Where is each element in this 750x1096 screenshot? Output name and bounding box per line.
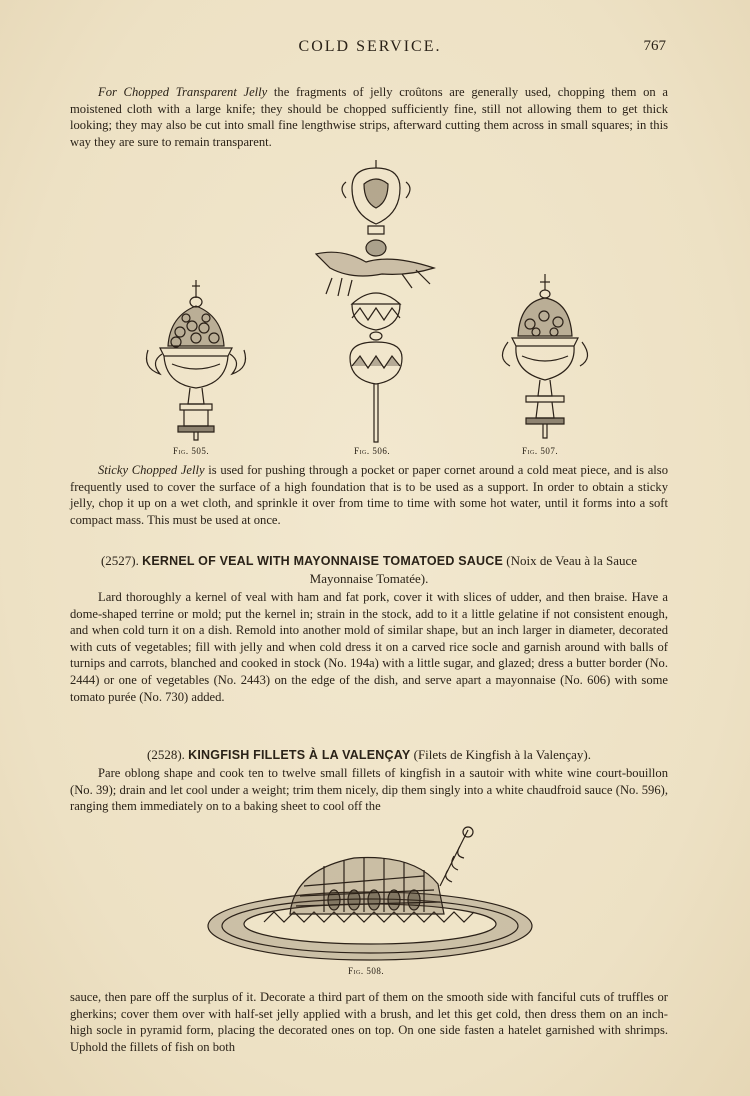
running-title: COLD SERVICE.: [298, 38, 442, 55]
paragraph-text: is used for pushing through a pocket or paper cornet around a cold meat piece, and is also frequently used to cover the surface of a high foundation that is to be used as a support. In order to obtain a sticky jelly, chop it up on a wet cloth, and sprinkle it over from time to time with some hot water, until it forms into a soft compact mass. This must be used at once.: [70, 463, 668, 527]
figure-505-vase: [140, 276, 252, 442]
caption-fig-508: Fig. 508.: [348, 966, 385, 976]
vase-illustration-507: [496, 272, 594, 442]
recipe-heading-2527: [70, 552, 668, 587]
figure-506-hatelet: [312, 158, 440, 446]
recipe-body-2527: Lard thoroughly a kernel of veal with ham and fat pork, cover it with slices of udder, and then braise. Have a dome-shaped terrine or mold; put the kernel in; strain in the stock, add to it a little gelatine if not consistent enough, and when cold turn it on a dish. Remold into another mold of similar shape, but an inch larger in diameter, decorated with cuts of vegetables; fill with jelly and when cold dress it on a carved rice socle and garnish around with balls of turnips and carrots, blanched and cooked in stock (No. 194a) with a little sugar, and glazed; dress a butter border (No. 2444) or one of vegetables (No. 2443) on the edge of the dish, and serve apart a mayonnaise (No. 606) with some tomato purée (No. 730) added.: [70, 590, 668, 704]
hatelet-illustration-506: [312, 158, 440, 446]
recipe-subtitle: (Noix de Veau à la Sauce Mayonnaise Tomatée).: [309, 553, 638, 586]
paragraph-text: the fragments of jelly croûtons are generally used, chopping them on a moistened cloth with a large knife; they should be chopped sufficiently fine, still not allowing them to get thick looking; they may also be cut into small fine lengthwise strips, afterward cutting them across in small squares; in this way they are sure to remain transparent.: [70, 85, 668, 149]
caption-fig-505: Fig. 505.: [173, 446, 210, 456]
paragraph-continuation: sauce, then pare off the surplus of it. Decorate a third part of them on the smooth side with fanciful cuts of truffles or gherkins; cover them over with half-set jelly applied with a brush, and let this get cold, then dress them on an inch-high socle in pyramid form, placing the decorated ones on top. On one side fasten a hatelet garnished with shrimps. Uphold the fillets of fish on both: [70, 990, 668, 1054]
figure-508-platter: [204, 826, 536, 966]
lead-chopped-transparent-jelly: For Chopped Transparent Jelly: [98, 85, 268, 99]
paragraph-chopped-jelly: [70, 84, 668, 150]
vase-illustration-505: [140, 276, 252, 442]
recipe-number: (2527).: [100, 553, 143, 568]
recipe-subtitle: (Filets de Kingfish à la Valençay).: [410, 747, 592, 762]
paragraph-sticky-jelly: [70, 462, 668, 528]
page-number: 767: [643, 38, 666, 54]
platter-illustration-508: [204, 826, 536, 966]
recipe-number: (2528).: [146, 747, 189, 762]
caption-fig-507: Fig. 507.: [522, 446, 559, 456]
recipe-title: KINGFISH FILLETS À LA VALENÇAY: [188, 748, 411, 762]
recipe-title: KERNEL OF VEAL WITH MAYONNAISE TOMATOED SAUCE: [142, 554, 503, 568]
lead-sticky-chopped-jelly: Sticky Chopped Jelly: [98, 463, 205, 477]
recipe-heading-2528: [70, 746, 668, 764]
figure-507-vase: [496, 272, 594, 442]
recipe-body-2528: Pare oblong shape and cook ten to twelve small fillets of kingfish in a sautoir with white wine court-bouillon (No. 39); drain and let cool under a weight; trim them nicely, dip them singly into a white chaudfroid sauce (No. 596), ranging them immediately on to a baking sheet to cool off the: [70, 766, 668, 814]
caption-fig-506: Fig. 506.: [354, 446, 391, 456]
page-header: [70, 36, 670, 60]
